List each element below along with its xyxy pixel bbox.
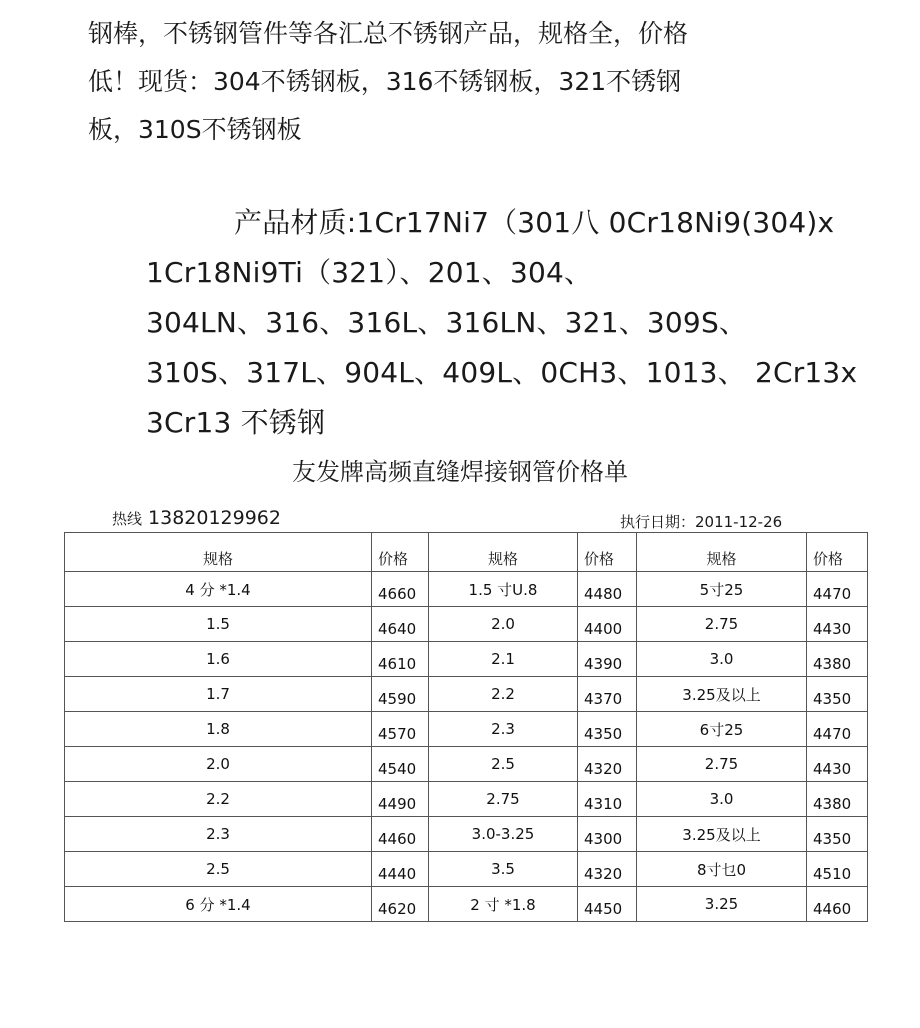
price-cell: 4440 xyxy=(372,852,429,887)
header-price: 价格 xyxy=(578,533,637,572)
price-cell: 4380 xyxy=(807,782,868,817)
spec-cell: 2 寸 *1.8 xyxy=(429,887,578,922)
spec-cell: 1.5 xyxy=(65,607,372,642)
price-cell: 4470 xyxy=(807,712,868,747)
price-list-title: 友发牌高频直缝焊接钢管价格单 xyxy=(292,458,628,486)
spec-cell: 2.2 xyxy=(429,677,578,712)
hotline-number: 13820129962 xyxy=(148,507,281,529)
table-row xyxy=(65,747,868,782)
price-cell: 4350 xyxy=(807,677,868,712)
price-cell: 4460 xyxy=(372,817,429,852)
spec-cell: 1.5 寸U.8 xyxy=(429,572,578,607)
price-cell: 4470 xyxy=(807,572,868,607)
materials-paragraph xyxy=(146,198,886,448)
spec-cell: 8寸乜0 xyxy=(637,852,807,887)
price-cell: 4460 xyxy=(807,887,868,922)
price-cell: 4540 xyxy=(372,747,429,782)
spec-cell: 2.1 xyxy=(429,642,578,677)
price-cell: 4610 xyxy=(372,642,429,677)
table-row xyxy=(65,712,868,747)
price-cell: 4380 xyxy=(807,642,868,677)
hotline-label: 热线 xyxy=(112,510,143,528)
price-cell: 4490 xyxy=(372,782,429,817)
price-cell: 4450 xyxy=(578,887,637,922)
spec-cell: 4 分 *1.4 xyxy=(65,572,372,607)
materials-line: 304LN、316、316L、316LN、321、309S、 xyxy=(146,306,748,339)
table-row xyxy=(65,677,868,712)
spec-cell: 5寸25 xyxy=(637,572,807,607)
intro-line: 钢棒，不锈钢管件等各汇总不锈钢产品，规格全，价格 xyxy=(88,19,689,48)
spec-cell: 2.0 xyxy=(65,747,372,782)
table-header-row xyxy=(65,533,868,572)
price-cell: 4570 xyxy=(372,712,429,747)
spec-cell: 3.5 xyxy=(429,852,578,887)
spec-cell: 2.2 xyxy=(65,782,372,817)
spec-cell: 3.25及以上 xyxy=(637,817,807,852)
effective-date: 执行日期：2011-12-26 xyxy=(620,513,783,531)
price-cell: 4430 xyxy=(807,607,868,642)
price-cell: 4510 xyxy=(807,852,868,887)
table-row xyxy=(65,572,868,607)
materials-line: 310S、317L、904L、409L、0CH3、1013、 2Cr13x xyxy=(146,356,858,389)
price-cell: 4640 xyxy=(372,607,429,642)
materials-line: 产品材质:1Cr17Ni7（301八 0Cr18Ni9(304)x xyxy=(234,206,835,239)
table-row xyxy=(65,852,868,887)
price-cell: 4350 xyxy=(578,712,637,747)
price-cell: 4400 xyxy=(578,607,637,642)
spec-cell: 2.3 xyxy=(429,712,578,747)
intro-line: 低！现货：304不锈钢板，316不锈钢板，321不锈钢 xyxy=(88,67,682,96)
price-cell: 4390 xyxy=(578,642,637,677)
header-price: 价格 xyxy=(372,533,429,572)
spec-cell: 6 分 *1.4 xyxy=(65,887,372,922)
spec-cell: 6寸25 xyxy=(637,712,807,747)
price-cell: 4480 xyxy=(578,572,637,607)
price-cell: 4350 xyxy=(807,817,868,852)
materials-line: 3Cr13 不锈钢 xyxy=(146,406,326,439)
intro-paragraph xyxy=(88,10,788,154)
intro-line: 板，310S不锈钢板 xyxy=(88,115,302,144)
table-row xyxy=(65,607,868,642)
header-spec: 规格 xyxy=(65,533,372,572)
spec-cell: 3.0-3.25 xyxy=(429,817,578,852)
price-cell: 4590 xyxy=(372,677,429,712)
price-cell: 4300 xyxy=(578,817,637,852)
spec-cell: 3.0 xyxy=(637,782,807,817)
price-cell: 4320 xyxy=(578,852,637,887)
spec-cell: 2.75 xyxy=(429,782,578,817)
spec-cell: 1.6 xyxy=(65,642,372,677)
header-spec: 规格 xyxy=(637,533,807,572)
price-cell: 4430 xyxy=(807,747,868,782)
table-row xyxy=(65,642,868,677)
header-spec: 规格 xyxy=(429,533,578,572)
spec-cell: 3.25及以上 xyxy=(637,677,807,712)
spec-cell: 2.3 xyxy=(65,817,372,852)
spec-cell: 3.25 xyxy=(637,887,807,922)
price-cell: 4660 xyxy=(372,572,429,607)
price-cell: 4320 xyxy=(578,747,637,782)
spec-cell: 2.5 xyxy=(429,747,578,782)
spec-cell: 2.5 xyxy=(65,852,372,887)
materials-line: 1Cr18Ni9Ti（321）、201、304、 xyxy=(146,256,593,289)
spec-cell: 2.75 xyxy=(637,747,807,782)
spec-cell: 2.0 xyxy=(429,607,578,642)
spec-cell: 2.75 xyxy=(637,607,807,642)
header-price: 价格 xyxy=(807,533,868,572)
price-cell: 4370 xyxy=(578,677,637,712)
hotline xyxy=(112,507,281,529)
spec-cell: 1.7 xyxy=(65,677,372,712)
table-row xyxy=(65,782,868,817)
table-row xyxy=(65,817,868,852)
spec-cell: 1.8 xyxy=(65,712,372,747)
spec-cell: 3.0 xyxy=(637,642,807,677)
price-table xyxy=(64,532,868,922)
table-row xyxy=(65,887,868,922)
price-cell: 4620 xyxy=(372,887,429,922)
price-cell: 4310 xyxy=(578,782,637,817)
